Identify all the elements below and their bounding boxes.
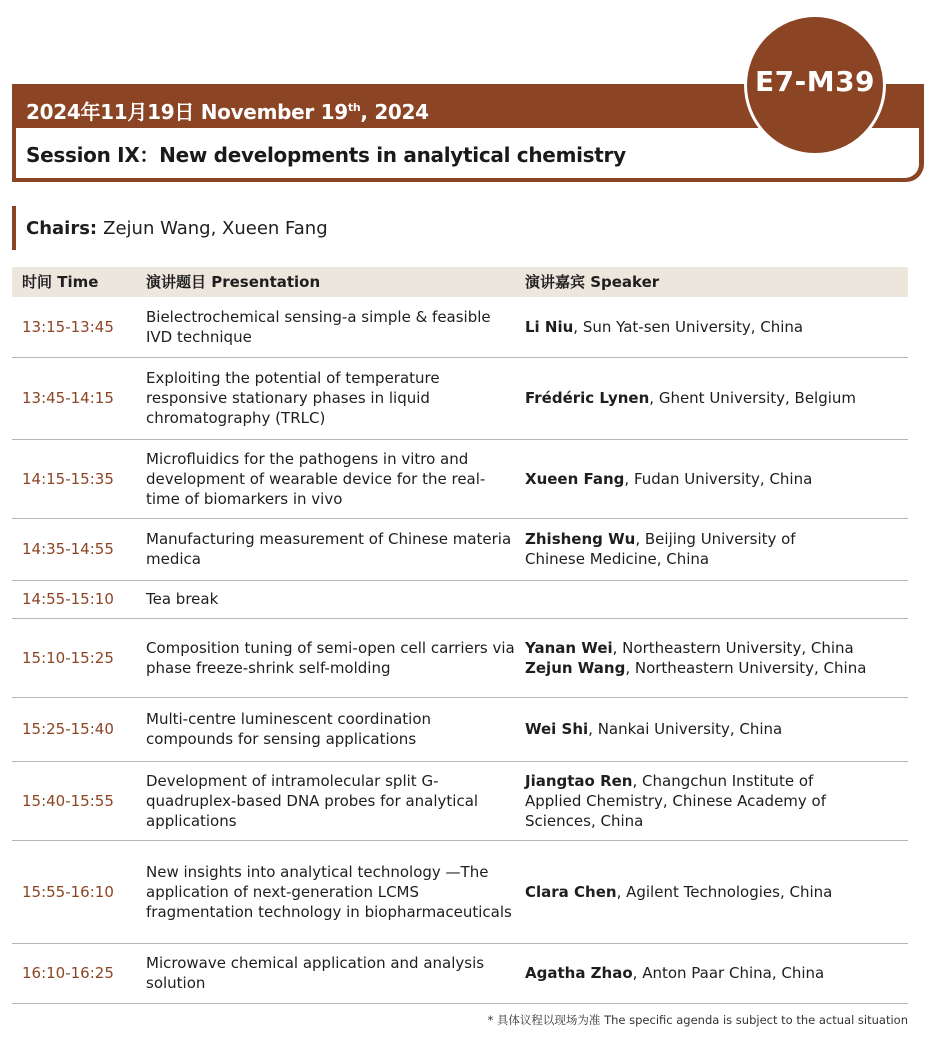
speaker-affiliation-cont: Applied Chemistry, Chinese Academy of [525, 791, 827, 810]
speaker-affiliation-cont: Sciences, China [525, 811, 644, 830]
speaker-affiliation: , Fudan University, China [624, 469, 813, 488]
row-speaker [515, 580, 908, 618]
table-row [12, 618, 908, 697]
row-speaker [515, 697, 908, 761]
speaker-name: Yanan Wei [525, 638, 613, 657]
speaker-affiliation: , Northeastern University, China [625, 658, 867, 677]
speaker-entry [525, 529, 908, 549]
speaker-name: Li Niu [525, 317, 574, 336]
row-time: 15:10-15:25 [12, 618, 136, 697]
speaker-affiliation: , Sun Yat-sen University, China [573, 317, 804, 336]
speaker-affiliation: , Nankai University, China [588, 720, 783, 738]
speaker-entry [525, 658, 908, 678]
row-speaker [515, 518, 908, 580]
row-speaker [515, 439, 908, 518]
room-badge [744, 14, 886, 156]
speaker-name: Jiangtao Ren [525, 771, 633, 790]
session-title: Session IX：New developments in analytical chemistry [26, 143, 626, 167]
row-presentation: Manufacturing measurement of Chinese materia medica [136, 518, 515, 580]
row-speaker [515, 943, 908, 1003]
speaker-name: Clara Chen [525, 882, 617, 901]
table-row [12, 297, 908, 357]
header-presentation: 演讲题目 Presentation [136, 267, 515, 297]
speaker-entry [525, 719, 908, 739]
speaker-entry [525, 882, 908, 902]
row-presentation: Microfluidics for the pathogens in vitro and development of wearable device for the real-time of biomarkers in vivo [136, 439, 515, 518]
speaker-affiliation-cont: Chinese Medicine, China [525, 550, 710, 568]
speaker-entry [525, 469, 908, 489]
room-code: E7-M39 [754, 65, 876, 98]
speaker-entry [525, 963, 908, 983]
table-row [12, 943, 908, 1003]
date-text: 2024年11月19日 November 19 [26, 100, 348, 124]
row-time: 15:25-15:40 [12, 697, 136, 761]
row-time: 15:55-16:10 [12, 840, 136, 943]
table-row [12, 518, 908, 580]
speaker-affiliation: , Northeastern University, China [612, 638, 854, 657]
row-presentation: Microwave chemical application and analysis solution [136, 943, 515, 1003]
speaker-entry [525, 388, 908, 408]
speaker-name: Agatha Zhao [525, 964, 633, 982]
speaker-affiliation: , Anton Paar China, China [632, 964, 825, 982]
date-year: , 2024 [360, 100, 429, 124]
speaker-name: Frédéric Lynen [525, 389, 650, 407]
session-date [26, 96, 429, 125]
speaker-entry [525, 771, 908, 791]
chairs-label: Chairs: [26, 217, 98, 239]
row-time: 13:15-13:45 [12, 297, 136, 357]
speaker-affiliation: , Ghent University, Belgium [649, 389, 857, 407]
table-header-row [12, 267, 908, 297]
speaker-affiliation: , Changchun Institute of [632, 771, 814, 790]
row-speaker [515, 761, 908, 840]
row-time: 15:40-15:55 [12, 761, 136, 840]
row-presentation: Tea break [136, 580, 515, 618]
row-presentation: Bielectrochemical sensing-a simple & feasible IVD technique [136, 297, 515, 357]
row-speaker [515, 840, 908, 943]
table-row [12, 439, 908, 518]
speaker-affiliation: , Agilent Technologies, China [616, 882, 833, 901]
speaker-name: Zhisheng Wu [525, 530, 636, 548]
row-time: 13:45-14:15 [12, 357, 136, 439]
row-presentation: New insights into analytical technology —The application of next-generation LCMS fragmentation technology in biopharmaceuticals [136, 840, 515, 943]
table-row [12, 761, 908, 840]
speaker-affiliation: , Beijing University of [635, 530, 796, 548]
footnote: * 具体议程以现场为准 The specific agenda is subject to the actual situation [487, 1013, 908, 1027]
header-time: 时间 Time [12, 267, 136, 297]
speaker-name: Wei Shi [525, 720, 589, 738]
speaker-entry [525, 317, 908, 337]
table-row [12, 840, 908, 943]
row-time: 14:35-14:55 [12, 518, 136, 580]
row-presentation: Development of intramolecular split G-quadruplex-based DNA probes for analytical applications [136, 761, 515, 840]
agenda-rows [12, 297, 908, 1003]
chairs-names: Zejun Wang, Xueen Fang [103, 217, 328, 239]
agenda-table [12, 267, 908, 1004]
row-presentation: Exploiting the potential of temperature responsive stationary phases in liquid chromatography (TRLC) [136, 357, 515, 439]
row-presentation: Composition tuning of semi-open cell carriers via phase freeze-shrink self-molding [136, 618, 515, 697]
row-speaker [515, 297, 908, 357]
chairs-line [12, 206, 328, 250]
speaker-entry [525, 638, 908, 658]
table-row [12, 357, 908, 439]
speaker-name: Xueen Fang [525, 469, 625, 488]
row-time: 14:15-15:35 [12, 439, 136, 518]
row-presentation: Multi-centre luminescent coordination compounds for sensing applications [136, 697, 515, 761]
row-time: 14:55-15:10 [12, 580, 136, 618]
date-superscript: th [347, 101, 361, 114]
row-speaker [515, 618, 908, 697]
table-row [12, 697, 908, 761]
header-speaker: 演讲嘉宾 Speaker [515, 267, 908, 297]
table-row [12, 580, 908, 618]
row-time: 16:10-16:25 [12, 943, 136, 1003]
speaker-name: Zejun Wang [525, 658, 626, 677]
row-speaker [515, 357, 908, 439]
